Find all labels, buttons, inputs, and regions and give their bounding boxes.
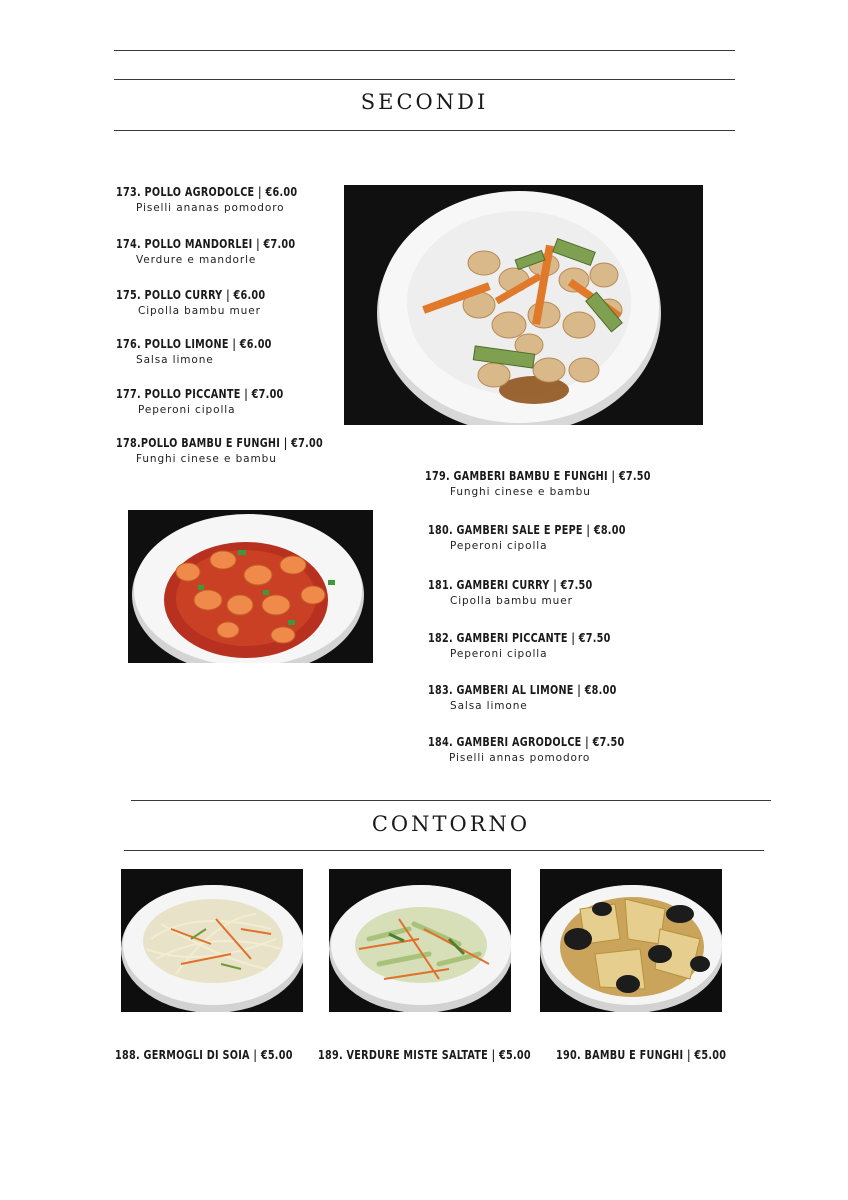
item-desc: Verdure e mandorle: [136, 254, 257, 266]
menu-item: [428, 630, 640, 660]
bamboo-mushroom-photo: [540, 869, 722, 1012]
contorno-item-name: 188. GERMOGLI DI SOIA | €5.00: [115, 1047, 293, 1062]
item-name: 180. GAMBERI SALE E PEPE | €8.00: [428, 522, 626, 537]
item-desc: Salsa limone: [450, 700, 528, 712]
item-name: 182. GAMBERI PICCANTE | €7.50: [428, 630, 611, 645]
item-name: 181. GAMBERI CURRY | €7.50: [428, 577, 593, 592]
item-desc: Peperoni cipolla: [138, 404, 236, 416]
item-name: 174. POLLO MANDORLEI | €7.00: [116, 236, 296, 251]
item-name: 173. POLLO AGRODOLCE | €6.00: [116, 184, 298, 199]
item-name: 183. GAMBERI AL LIMONE | €8.00: [428, 682, 617, 697]
menu-item: [116, 184, 327, 214]
menu-item: [116, 435, 357, 465]
menu-item: [116, 336, 297, 366]
contorno-item-name: 189. VERDURE MISTE SALTATE | €5.00: [318, 1047, 531, 1062]
contorno-rule-top: [131, 800, 771, 801]
menu-item: [116, 287, 290, 317]
item-desc: Piselli ananas pomodoro: [136, 202, 285, 214]
secondi-rule-bottom: [114, 130, 735, 131]
item-desc: Cipolla bambu muer: [138, 305, 261, 317]
menu-item: [428, 577, 619, 607]
secondi-title: SECONDI: [360, 90, 489, 114]
menu-item: [116, 386, 311, 416]
top-rule: [114, 50, 735, 51]
menu-item: [428, 734, 656, 764]
mixed-vegetables-photo: [329, 869, 511, 1012]
item-name: 175. POLLO CURRY | €6.00: [116, 287, 266, 302]
item-desc: Salsa limone: [136, 354, 214, 366]
item-desc: Cipolla bambu muer: [450, 595, 573, 607]
menu-item: [428, 682, 647, 712]
secondi-rule-top: [114, 79, 735, 80]
contorno-rule-bottom: [124, 850, 764, 851]
item-name: 179. GAMBERI BAMBU E FUNGHI | €7.50: [425, 468, 651, 483]
menu-item: [428, 522, 658, 552]
item-desc: Peperoni cipolla: [450, 648, 548, 660]
item-name: 184. GAMBERI AGRODOLCE | €7.50: [428, 734, 625, 749]
item-name: 177. POLLO PICCANTE | €7.00: [116, 386, 284, 401]
item-desc: Peperoni cipolla: [450, 540, 548, 552]
menu-item: [116, 236, 325, 266]
item-desc: Funghi cinese e bambu: [136, 453, 277, 465]
item-name: 176. POLLO LIMONE | €6.00: [116, 336, 272, 351]
item-desc: Piselli annas pomodoro: [449, 752, 591, 764]
contorno-item-name: 190. BAMBU E FUNGHI | €5.00: [556, 1047, 727, 1062]
contorno-title: CONTORNO: [371, 812, 531, 836]
bean-sprouts-photo: [121, 869, 303, 1012]
item-desc: Funghi cinese e bambu: [450, 486, 591, 498]
chicken-dish-photo: [344, 185, 703, 425]
shrimp-dish-photo: [128, 510, 373, 663]
menu-item: [425, 468, 688, 498]
item-name: 178.POLLO BAMBU E FUNGHI | €7.00: [116, 435, 324, 450]
